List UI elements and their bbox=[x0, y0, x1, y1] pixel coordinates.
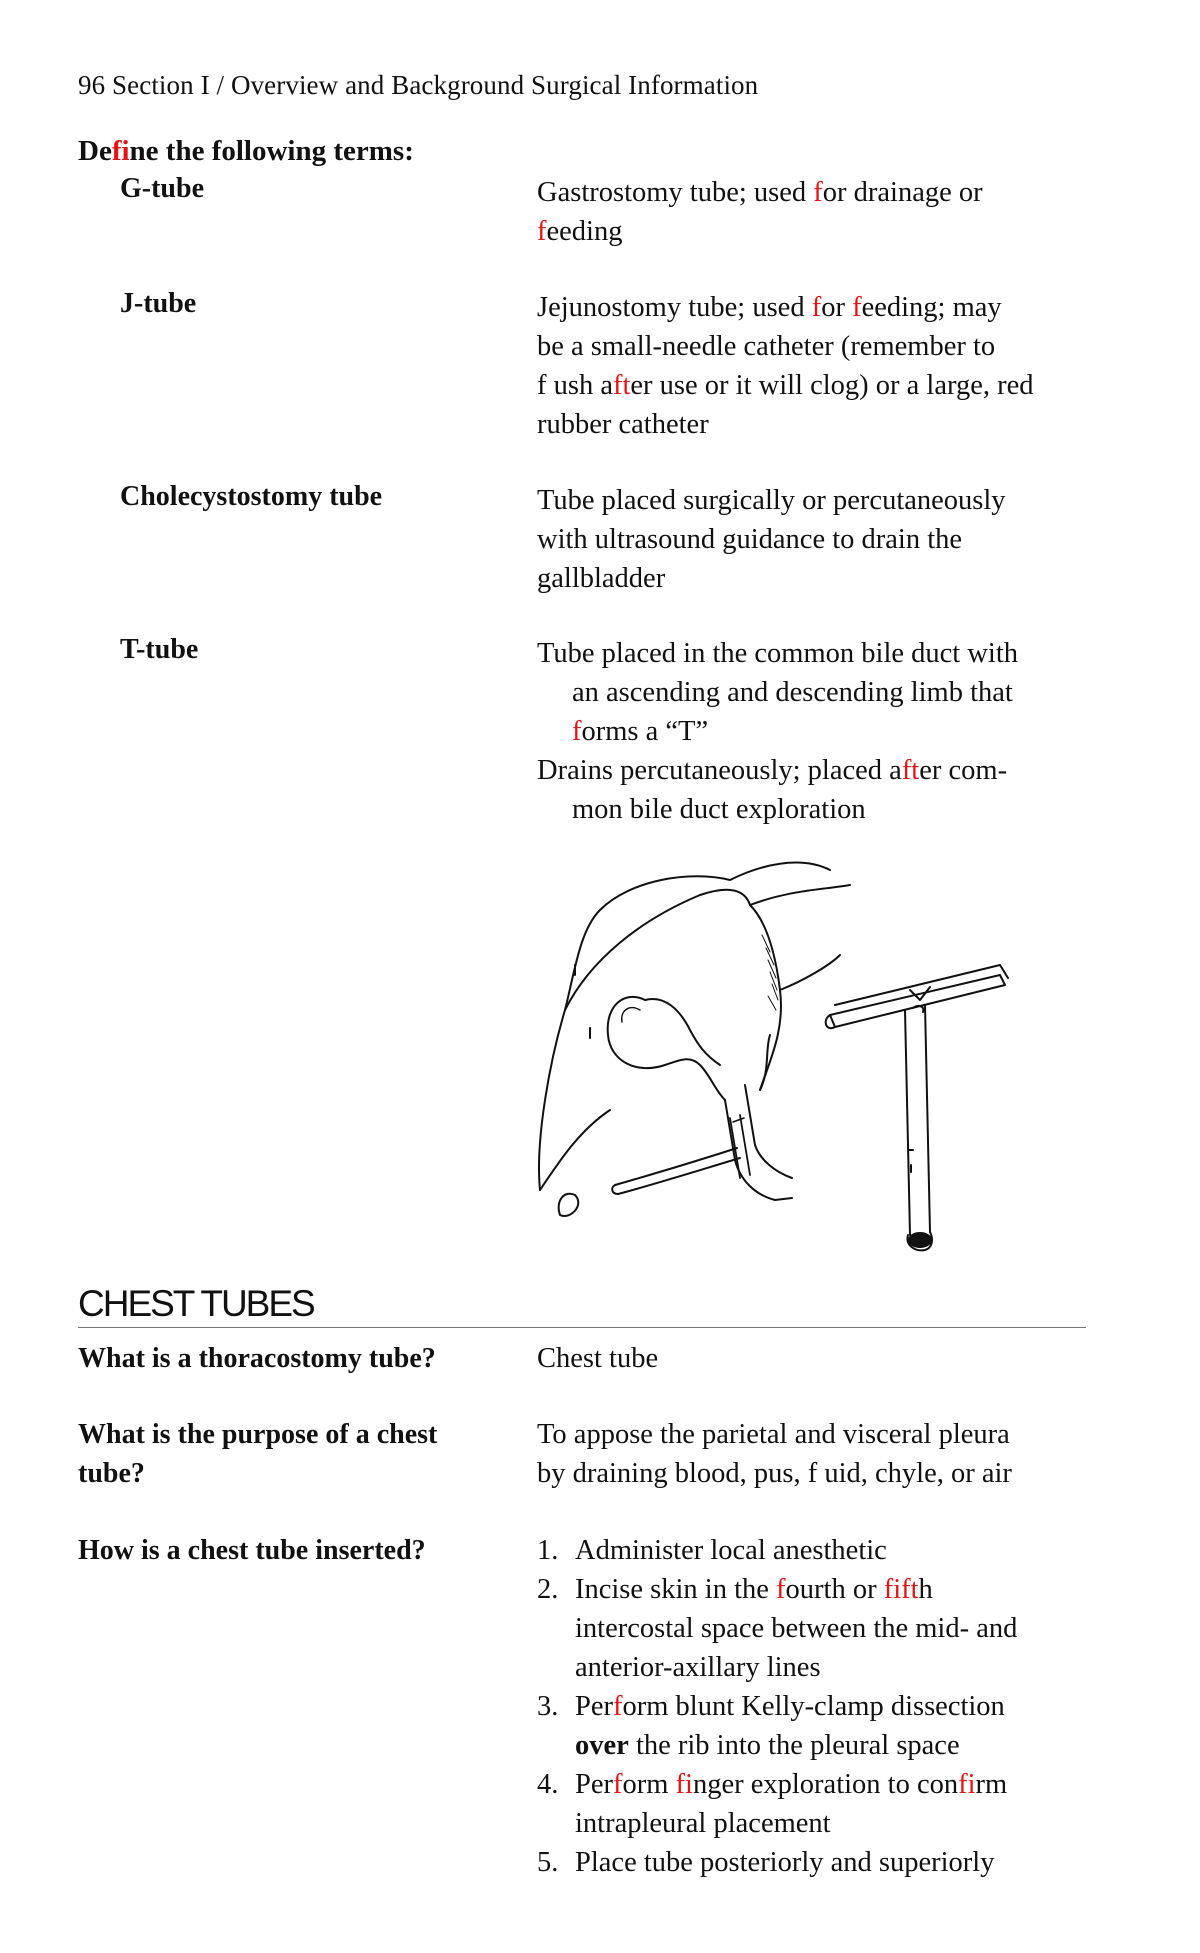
liver-tip bbox=[559, 1194, 579, 1216]
question-chest-tube-insertion: How is a chest tube inserted? bbox=[78, 1535, 426, 1566]
gallbladder-outline bbox=[608, 997, 725, 1100]
liver-outline bbox=[539, 863, 830, 1190]
definition-t-tube: Tube placed in the common bile duct with an ascending and descending limb that forms a “T” Drains percutaneously; placed after com- mon bile duct exploration bbox=[537, 638, 1018, 825]
question-thoracostomy-tube: What is a thoracostomy tube? bbox=[78, 1343, 436, 1374]
term-j-tube: J-tube bbox=[120, 288, 197, 319]
t-tube-drain-limb bbox=[615, 1148, 740, 1194]
t-tube-crossbar bbox=[830, 975, 1005, 1027]
section-rule bbox=[78, 1327, 1086, 1328]
step-1: 1. Administer local anesthetic bbox=[537, 1535, 887, 1566]
term-t-tube: T-tube bbox=[120, 634, 199, 665]
term-g-tube: G-tube bbox=[120, 173, 204, 204]
section-heading-chest-tubes: CHEST TUBES bbox=[78, 1283, 314, 1324]
definition-j-tube: Jejunostomy tube; used for feeding; may be a small-needle catheter (remember to f ush after use or it will clog) or a large, red rubber catheter bbox=[537, 292, 1034, 440]
step-4: 4. Perform finger exploration to confirm bbox=[537, 1769, 1008, 1800]
t-tube-illustration bbox=[530, 860, 1090, 1270]
definitions-intro: Define the following terms: bbox=[78, 135, 414, 167]
organ-right-upper bbox=[750, 885, 850, 905]
answer-thoracostomy-tube: Chest tube bbox=[537, 1343, 659, 1374]
question-purpose-chest-tube: What is the purpose of a chest tube? bbox=[78, 1419, 438, 1489]
t-tube-stem-opening bbox=[909, 1233, 931, 1247]
term-cholecystostomy-tube: Cholecystostomy tube bbox=[120, 481, 383, 512]
definition-g-tube: Gastrostomy tube; used for drainage or feeding bbox=[537, 177, 983, 247]
answer-purpose-chest-tube: To appose the parietal and visceral pleura by draining blood, pus, f uid, chyle, or air bbox=[537, 1419, 1012, 1489]
answer-chest-tube-insertion-steps: 1. Administer local anesthetic 2. Incise skin in the fourth or fifth intercostal space between the mid- and anterior-axillary lines 3. Perform blunt Kelly-clamp dissection over the rib into the pleural space 4. Perform finger exploration to confirm intrapleural placement 5. Place tube posteriorly and superiorly bbox=[537, 1531, 1097, 1882]
step-5: 5. Place tube posteriorly and superiorly bbox=[537, 1847, 995, 1878]
step-3: 3. Perform blunt Kelly-clamp dissection bbox=[537, 1691, 1005, 1722]
liver-lower-edge bbox=[540, 1110, 610, 1190]
organ-right-outline bbox=[750, 905, 781, 1090]
step-2: 2. Incise skin in the fourth or fifth bbox=[537, 1574, 933, 1605]
t-tube-stem bbox=[905, 1005, 930, 1235]
running-head: 96 Section I / Overview and Background Surgical Information bbox=[78, 70, 759, 100]
liver-inner-edge bbox=[565, 890, 750, 1010]
definition-cholecystostomy-tube: Tube placed surgically or percutaneously with ultrasound guidance to drain the gallbladder bbox=[537, 485, 1006, 594]
